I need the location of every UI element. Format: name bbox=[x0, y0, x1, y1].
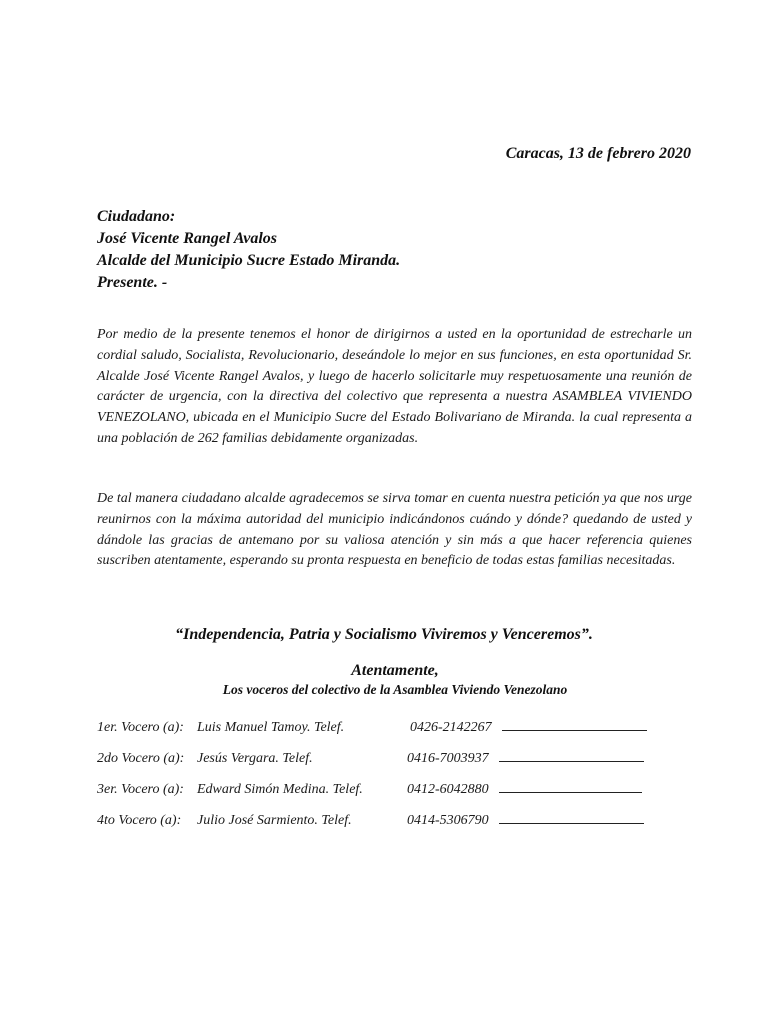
vocero-phone: 0414-5306790 bbox=[407, 813, 489, 828]
body-paragraph-1: Por medio de la presente tenemos el honor de dirigirnos a usted en la oportunidad de estrecharle un cordial saludo, Socialista, Revolucionario, deseándole lo mejor en sus funciones, en esta oportunidad Sr. Alcalde José Vicente Rangel Avalos, y luego de hacerlo solicitarle muy respetuosamente una reunión de carácter de urgencia, con la directiva del colectivo que representa a nuestra ASAMBLEA VIVIENDO VENEZOLANO, ubicada en el Municipio Sucre del Estado Bolivariano de Miranda. la cual representa a una población de 262 familias debidamente organizadas. bbox=[97, 327, 692, 446]
vocero-row bbox=[97, 810, 644, 830]
closing: Atentamente, bbox=[351, 662, 439, 679]
vocero-row bbox=[97, 717, 647, 737]
vocero-name: Luis Manuel Tamoy. Telef. bbox=[197, 720, 345, 735]
motto: “Independencia, Patria y Socialismo Viviremos y Venceremos”. bbox=[175, 626, 593, 643]
addressee-title: Alcalde del Municipio Sucre Estado Miranda. bbox=[97, 252, 401, 269]
vocero-name: Edward Simón Medina. Telef. bbox=[197, 782, 363, 797]
vocero-phone: 0416-7003937 bbox=[407, 751, 489, 766]
signature-line bbox=[499, 810, 644, 824]
signature-line bbox=[499, 779, 642, 793]
vocero-row bbox=[97, 748, 644, 768]
vocero-label: 3er. Vocero (a): bbox=[97, 782, 184, 797]
vocero-name: Jesús Vergara. Telef. bbox=[197, 751, 313, 766]
vocero-label: 2do Vocero (a): bbox=[97, 751, 185, 766]
signature-line bbox=[502, 717, 647, 731]
vocero-phone: 0412-6042880 bbox=[407, 782, 489, 797]
addressee-salutation: Ciudadano: bbox=[97, 208, 176, 225]
closing-subtitle: Los voceros del colectivo de la Asamblea Viviendo Venezolano bbox=[222, 682, 568, 697]
letter-date: Caracas, 13 de febrero 2020 bbox=[505, 145, 691, 162]
addressee-presente: Presente. - bbox=[97, 274, 168, 291]
vocero-label: 1er. Vocero (a): bbox=[97, 720, 184, 735]
addressee-name: José Vicente Rangel Avalos bbox=[97, 230, 277, 247]
vocero-row bbox=[97, 779, 642, 799]
signature-line bbox=[499, 748, 644, 762]
vocero-name: Julio José Sarmiento. Telef. bbox=[197, 813, 352, 828]
addressee-block bbox=[97, 206, 400, 294]
vocero-phone: 0426-2142267 bbox=[410, 720, 492, 735]
vocero-label: 4to Vocero (a): bbox=[97, 813, 182, 828]
body-paragraph-2: De tal manera ciudadano alcalde agradecemos se sirva tomar en cuenta nuestra petición ya que nos urge reunirnos con la máxima autoridad del municipio indicándonos cuándo y dónde? quedando de usted y dándole las gracias de antemano por su valiosa atención y sin más a que hacer referencia quienes suscriben atentamente, esperando su pronta respuesta en beneficio de todas estas familias necesitadas. bbox=[97, 491, 692, 569]
